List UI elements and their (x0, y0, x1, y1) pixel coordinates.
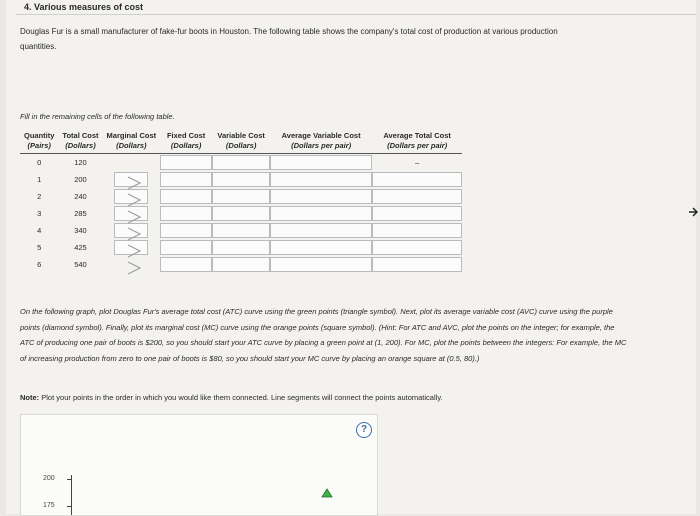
fixed-cost-input[interactable] (160, 155, 212, 170)
y-tick-mark (67, 506, 72, 507)
cost-table (20, 131, 462, 273)
quantity-cell: 3 (37, 209, 42, 218)
table-row (20, 171, 462, 188)
table-row (20, 256, 462, 273)
col-header-variable-cost: Variable Cost (Dollars) (212, 131, 270, 154)
col-header-total-cost: Total Cost (Dollars) (58, 131, 102, 154)
y-tick-mark (67, 479, 72, 480)
variable-cost-input[interactable] (212, 189, 270, 204)
table-row (20, 239, 462, 256)
mouse-cursor-icon (688, 204, 698, 222)
graph-panel[interactable] (20, 414, 378, 516)
atc-input[interactable] (372, 189, 462, 204)
avc-input[interactable] (270, 257, 372, 272)
y-tick-label: 200 (43, 475, 55, 482)
variable-cost-input[interactable] (212, 155, 270, 170)
quantity-cell: 1 (37, 175, 42, 184)
col-header-quantity: Quantity (Pairs) (20, 131, 58, 154)
avc-input[interactable] (270, 206, 372, 221)
variable-cost-input[interactable] (212, 240, 270, 255)
total-cost-cell: 200 (74, 175, 87, 184)
table-row (20, 222, 462, 239)
atc-input[interactable] (372, 223, 462, 238)
avc-input[interactable] (270, 155, 372, 170)
avc-input[interactable] (270, 189, 372, 204)
atc-input[interactable] (372, 257, 462, 272)
quantity-cell: 2 (37, 192, 42, 201)
question-intro: Douglas Fur is a small manufacturer of fake-fur boots in Houston. The following table shows the company's total cost of production at various production quantities. (20, 27, 558, 51)
question-page (6, 0, 696, 514)
fixed-cost-input[interactable] (160, 172, 212, 187)
quantity-cell: 6 (37, 260, 42, 269)
col-header-marginal-cost: Marginal Cost (Dollars) (103, 131, 161, 154)
col-header-atc: Average Total Cost (Dollars per pair) (372, 131, 462, 154)
avc-input[interactable] (270, 240, 372, 255)
total-cost-cell: 240 (74, 192, 87, 201)
table-row (20, 188, 462, 205)
atc-input[interactable] (372, 172, 462, 187)
total-cost-cell: 425 (74, 243, 87, 252)
table-instruction: Fill in the remaining cells of the following table. (20, 112, 175, 121)
avc-input[interactable] (270, 223, 372, 238)
variable-cost-input[interactable] (212, 172, 270, 187)
col-header-fixed-cost: Fixed Cost (Dollars) (160, 131, 212, 154)
quantity-cell: 5 (37, 243, 42, 252)
chevron-right-icon (126, 193, 142, 207)
graph-instructions: On the following graph, plot Douglas Fur's average total cost (ATC) curve using the green points (triangle symbol). Next, plot its average variable cost (AVC) curve using the purple points (diamond symbol). Finally, plot its marginal cost (MC) curve using the orange points (square symbol). (Hint: For ATC and AVC, plot the points on the integer; for example, the ATC of producing one pair of boots is $200, so you should start your ATC curve by placing a green point at (1, 200). For MC, plot the points between the integers: For example, the MC of increasing production from zero to one pair of boots is $80, so you should start your MC curve by placing an orange square at (0.5, 80).) (20, 307, 627, 363)
atc-input[interactable] (372, 240, 462, 255)
y-tick-label: 175 (43, 502, 55, 509)
help-icon[interactable]: ? (356, 422, 372, 438)
note: Note: Plot your points in the order in which you would like them connected. Line segments will connect the points automatically. (20, 393, 443, 402)
chevron-right-icon (126, 227, 142, 241)
avc-input[interactable] (270, 172, 372, 187)
chevron-right-icon (126, 210, 142, 224)
total-cost-cell: 120 (74, 158, 87, 167)
chevron-right-icon (126, 244, 142, 258)
total-cost-cell: 540 (74, 260, 87, 269)
atc-dash: – (415, 158, 420, 167)
total-cost-cell: 285 (74, 209, 87, 218)
variable-cost-input[interactable] (212, 223, 270, 238)
fixed-cost-input[interactable] (160, 206, 212, 221)
atc-triangle-tool-icon[interactable] (321, 485, 333, 503)
atc-input[interactable] (372, 206, 462, 221)
fixed-cost-input[interactable] (160, 240, 212, 255)
table-row (20, 154, 462, 172)
fixed-cost-input[interactable] (160, 257, 212, 272)
fixed-cost-input[interactable] (160, 223, 212, 238)
question-title: 4. Various measures of cost (24, 2, 144, 12)
quantity-cell: 0 (37, 158, 42, 167)
variable-cost-input[interactable] (212, 257, 270, 272)
chevron-right-icon (126, 176, 142, 190)
y-axis (71, 475, 72, 515)
variable-cost-input[interactable] (212, 206, 270, 221)
divider (16, 14, 696, 15)
fixed-cost-input[interactable] (160, 189, 212, 204)
table-row (20, 205, 462, 222)
chevron-right-icon (126, 261, 142, 275)
total-cost-cell: 340 (74, 226, 87, 235)
col-header-avc: Average Variable Cost (Dollars per pair) (270, 131, 372, 154)
quantity-cell: 4 (37, 226, 42, 235)
